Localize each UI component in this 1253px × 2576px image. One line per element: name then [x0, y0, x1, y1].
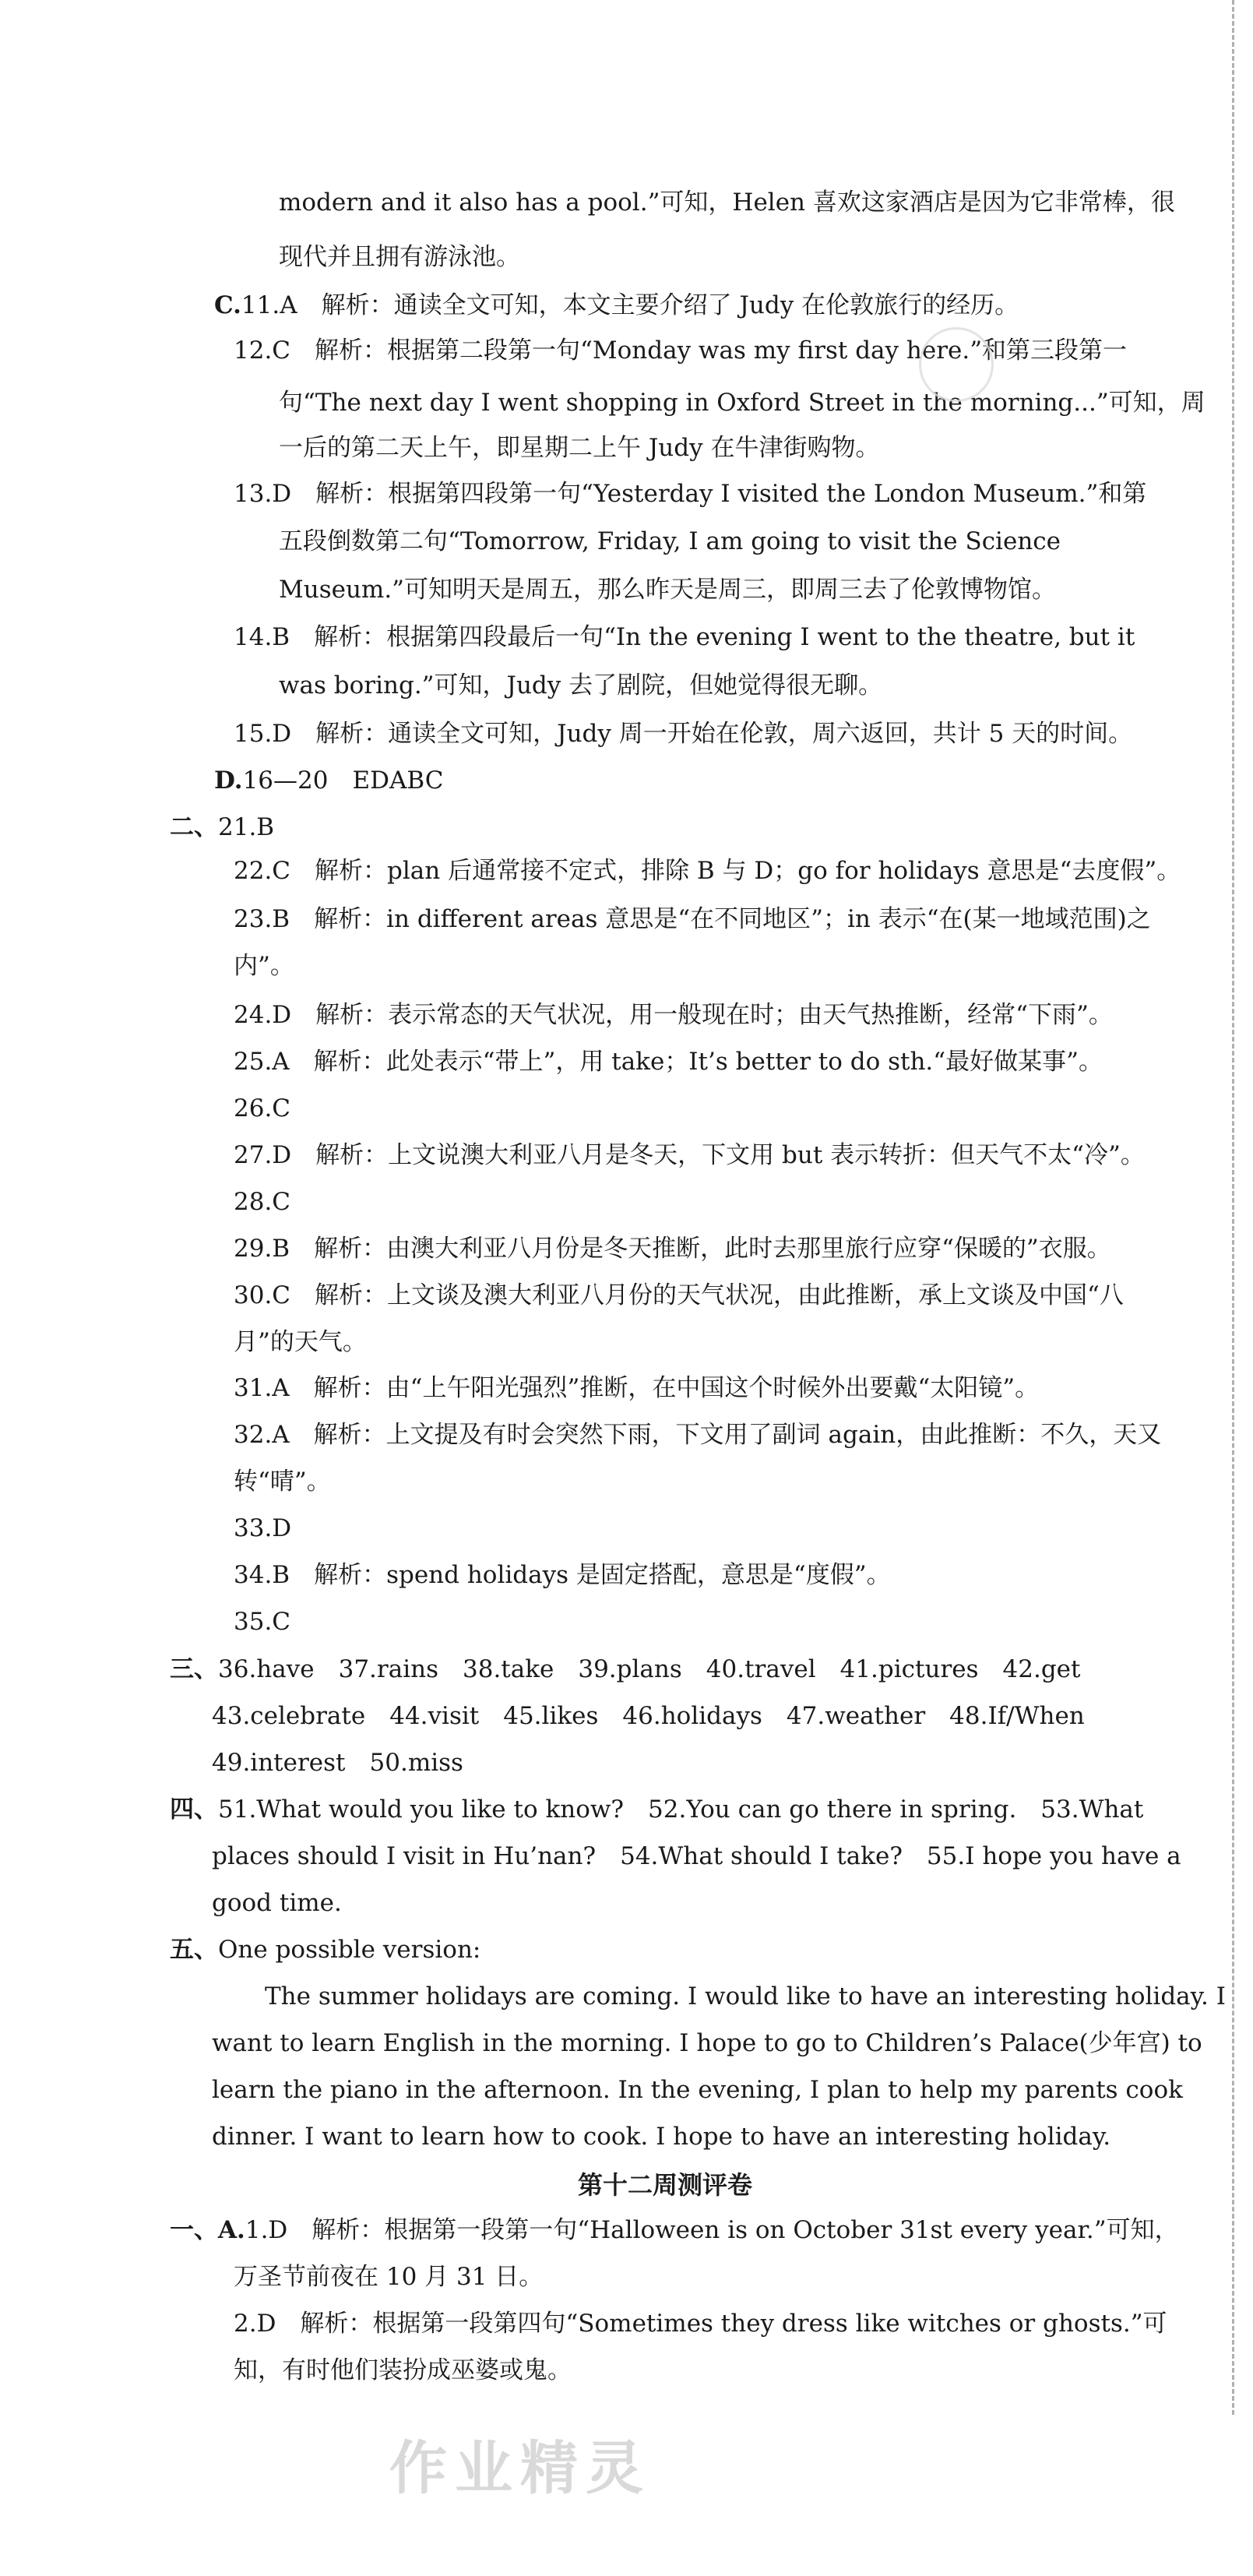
answer-text: 12.C 解析：根据第二段第一句“Monday was my first day here.”和第三段第一	[234, 337, 1128, 365]
binding-margin-line	[1232, 0, 1234, 2415]
answer-line	[234, 622, 1135, 653]
answer-line	[212, 1700, 1085, 1732]
section-label: 三、	[170, 1655, 218, 1683]
answer-text: 26.C	[234, 1094, 291, 1122]
answer-line	[170, 1794, 1143, 1825]
answer-line	[234, 1233, 1111, 1264]
answer-line	[214, 765, 443, 796]
answer-text: 34.B 解析：spend holidays 是固定搭配，意思是“度假”。	[234, 1561, 891, 1589]
answer-line	[212, 1841, 1181, 1872]
answer-text: 24.D 解析：表示常态的天气状况，用一般现在时；由天气热推断，经常“下雨”。	[234, 1001, 1113, 1029]
answer-line	[214, 290, 1019, 321]
answer-line	[234, 478, 1146, 509]
answer-text: 1.D 解析：根据第一段第一句“Halloween is on October 31st every year.”可知，	[245, 2216, 1179, 2244]
answer-text: 30.C 解析：上文谈及澳大利亚八月份的天气状况，由此推断，承上文谈及中国“八	[234, 1281, 1124, 1309]
answer-text: 2.D 解析：根据第一段第四句“Sometimes they dress like witches or ghosts.”可	[234, 2310, 1167, 2338]
answer-line	[234, 1606, 290, 1637]
answer-line	[234, 1046, 1103, 1077]
answer-text: 知，有时他们装扮成巫婆或鬼。	[234, 2356, 572, 2384]
section-label: D.	[214, 766, 243, 795]
answer-text: dinner. I want to learn how to cook. I hope to have an interesting holiday.	[212, 2123, 1111, 2151]
answer-text: 13.D 解析：根据第四段第一句“Yesterday I visited the London Museum.”和第	[234, 480, 1147, 508]
answer-line	[279, 241, 520, 273]
answer-text: Museum.”可知明天是周五，那么昨天是周三，即周三去了伦敦博物馆。	[279, 576, 1057, 604]
answer-text: learn the piano in the afternoon. In the evening, I plan to help my parents cook	[212, 2076, 1183, 2104]
answer-text: 22.C 解析：plan 后通常接不定式，排除 B 与 D；go for holidays 意思是“去度假”。	[234, 857, 1181, 885]
answer-text: 句“The next day I went shopping in Oxford Street in the morning...”可知，周	[279, 389, 1205, 417]
answer-text: 35.C	[234, 1608, 291, 1636]
section-label: 五、	[170, 1936, 218, 1964]
answer-text: 21.B	[218, 813, 275, 841]
answer-line	[234, 999, 1113, 1031]
answer-text: 内”。	[234, 952, 294, 980]
answer-text: 28.C	[234, 1188, 291, 1216]
answer-text: 33.D	[234, 1514, 292, 1542]
answer-line	[265, 1981, 1226, 2012]
answer-line	[234, 2261, 543, 2292]
answer-text: 月”的天气。	[234, 1328, 367, 1356]
section-label: 一、A.	[170, 2216, 245, 2244]
answer-text: modern and it also has a pool.”可知，Helen 喜欢这家酒店是因为它非常棒，很	[279, 189, 1175, 217]
answer-line	[234, 1559, 891, 1591]
answer-text: One possible version:	[218, 1936, 481, 1964]
answer-line	[234, 2355, 572, 2386]
answer-line	[234, 1093, 290, 1124]
answer-line	[234, 1513, 291, 1544]
answer-line	[212, 2074, 1183, 2106]
answer-line	[279, 387, 1205, 418]
answer-line	[234, 2308, 1167, 2339]
answer-text: 五段倒数第二句“Tomorrow, Friday, I am going to visit the Science	[279, 527, 1061, 555]
answer-line	[234, 1280, 1124, 1311]
answer-text: 27.D 解析：上文说澳大利亚八月是冬天，下文用 but 表示转折：但天气不太“冷”。	[234, 1141, 1145, 1169]
answer-text: 14.B 解析：根据第四段最后一句“In the evening I went to the theatre, but it	[234, 623, 1135, 651]
answer-line	[234, 1419, 1161, 1450]
answer-line	[234, 1186, 290, 1218]
answer-text: 36.have 37.rains 38.take 39.plans 40.travel 41.pictures 42.get	[218, 1655, 1081, 1683]
answer-text: good time.	[212, 1889, 342, 1917]
answer-line	[279, 432, 879, 463]
answer-line	[234, 950, 294, 981]
answer-text: 43.celebrate 44.visit 45.likes 46.holidays 47.weather 48.If/When	[212, 1702, 1085, 1730]
answer-line	[234, 1373, 1039, 1404]
answer-text: 31.A 解析：由“上午阳光强烈”推断，在中国这个时候外出要戴“太阳镜”。	[234, 1374, 1040, 1402]
answer-text: 转“晴”。	[234, 1468, 331, 1496]
answer-line	[279, 526, 1061, 557]
answer-line	[170, 2215, 1179, 2246]
answer-line	[234, 1327, 367, 1358]
answer-line	[279, 574, 1056, 605]
watermark-text: 作业精灵	[389, 2435, 651, 2502]
answer-text: 29.B 解析：由澳大利亚八月份是冬天推断，此时去那里旅行应穿“保暖的”衣服。	[234, 1235, 1111, 1263]
answer-text: 15.D 解析：通读全文可知，Judy 周一开始在伦敦，周六返回，共计 5 天的时间。	[234, 720, 1133, 748]
answer-text: 16—20 EDABC	[242, 766, 444, 795]
answer-text: The summer holidays are coming. I would like to have an interesting holiday. I	[265, 1982, 1226, 2010]
answer-line	[234, 1140, 1145, 1171]
answer-line	[212, 1887, 342, 1919]
answer-line	[279, 187, 1175, 218]
answer-text: 11.A 解析：通读全文可知，本文主要介绍了 Judy 在伦敦旅行的经历。	[241, 291, 1019, 319]
answer-text: 现代并且拥有游泳池。	[279, 243, 520, 271]
section-label: C.	[214, 291, 241, 319]
answer-text: places should I visit in Hu’nan? 54.What should I take? 55.I hope you have a	[212, 1842, 1181, 1870]
answer-text: was boring.”可知，Judy 去了剧院，但她觉得很无聊。	[279, 671, 883, 700]
answer-line	[234, 718, 1132, 749]
watermark-stamp	[919, 327, 994, 402]
answer-line	[234, 904, 1151, 935]
answer-line	[234, 1466, 331, 1497]
section-title: 第十二周测评卷	[578, 2170, 753, 2200]
section-label: 二、	[170, 813, 218, 841]
answer-line	[212, 1747, 463, 1778]
answer-line	[170, 1934, 480, 1965]
answer-text: 51.What would you like to know? 52.You can go there in spring. 53.What	[218, 1795, 1144, 1824]
answer-text: 万圣节前夜在 10 月 31 日。	[234, 2263, 544, 2291]
answer-text: 一后的第二天上午，即星期二上午 Judy 在牛津街购物。	[279, 434, 880, 462]
answer-line	[170, 812, 274, 843]
answer-line	[234, 855, 1181, 886]
answer-text: want to learn English in the morning. I hope to go to Children’s Palace(少年宫) to	[212, 2029, 1202, 2057]
answer-text: 23.B 解析：in different areas 意思是“在不同地区”；in 表示“在(某一地域范围)之	[234, 905, 1151, 933]
answer-line	[170, 1654, 1080, 1685]
answer-line	[212, 2028, 1202, 2059]
answer-text: 49.interest 50.miss	[212, 1749, 463, 1777]
answer-line	[279, 670, 882, 701]
answer-text: 32.A 解析：上文提及有时会突然下雨，下文用了副词 again，由此推断：不久，天又	[234, 1421, 1162, 1449]
answer-text: 25.A 解析：此处表示“带上”，用 take；It’s better to do sth.“最好做某事”。	[234, 1048, 1103, 1076]
section-label: 四、	[170, 1795, 218, 1824]
answer-line	[212, 2121, 1110, 2152]
